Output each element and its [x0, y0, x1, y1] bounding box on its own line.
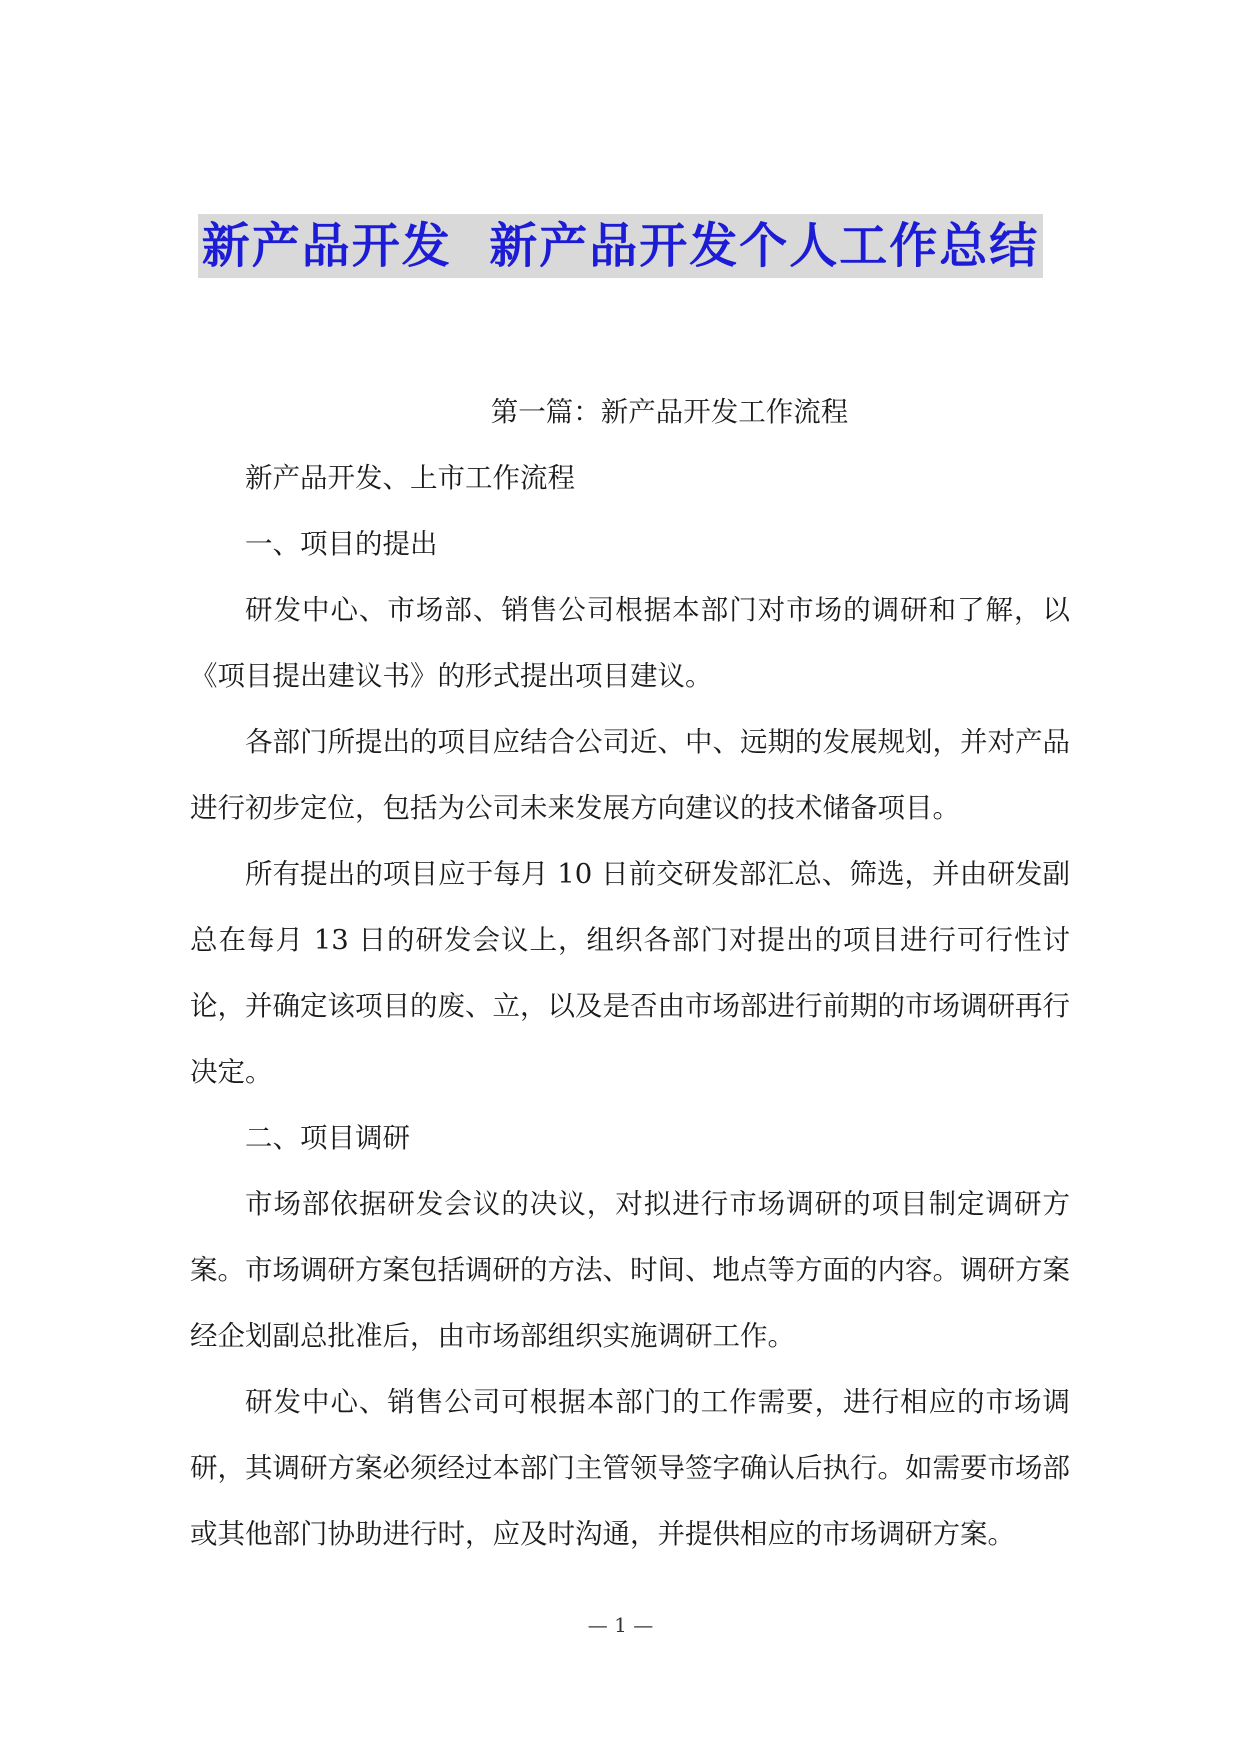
paragraph: 市场部依据研发会议的决议，对拟进行市场调研的项目制定调研方案。市场调研方案包括调研的方法、时间、地点等方面的内容。调研方案经企划副总批准后，由市场部组织实施调研工作。 [190, 1188, 1070, 1352]
chapter-heading: 第一篇：新产品开发工作流程 [490, 396, 849, 428]
paragraph: 各部门所提出的项目应结合公司近、中、远期的发展规划，并对产品进行初步定位，包括为公司未来发展方向建议的技术储备项目。 [190, 726, 1070, 824]
paragraph-subtitle: 新产品开发、上市工作流程 [245, 462, 575, 494]
paragraph: 研发中心、市场部、销售公司根据本部门对市场的调研和了解，以《项目提出建议书》的形式提出项目建议。 [190, 594, 1070, 692]
document-body [190, 445, 1070, 1567]
page-number: — 1 — [587, 1613, 654, 1637]
chapter-heading-container [0, 379, 1241, 445]
document-title: 新产品开发 新产品开发个人工作总结 [198, 214, 1043, 278]
paragraph: 所有提出的项目应于每月 10 日前交研发部汇总、筛选，并由研发副总在每月 13 日的研发会议上，组织各部门对提出的项目进行可行性讨论，并确定该项目的废、立，以及是否由市场部进行前期的市场调研再行决定。 [190, 858, 1070, 1088]
paragraph: 研发中心、销售公司可根据本部门的工作需要，进行相应的市场调研，其调研方案必须经过本部门主管领导签字确认后执行。如需要市场部或其他部门协助进行时，应及时沟通，并提供相应的市场调研方案。 [190, 1386, 1070, 1550]
section-heading-2: 二、项目调研 [245, 1122, 410, 1154]
title-container [0, 214, 1241, 278]
section-heading-1: 一、项目的提出 [245, 528, 438, 560]
